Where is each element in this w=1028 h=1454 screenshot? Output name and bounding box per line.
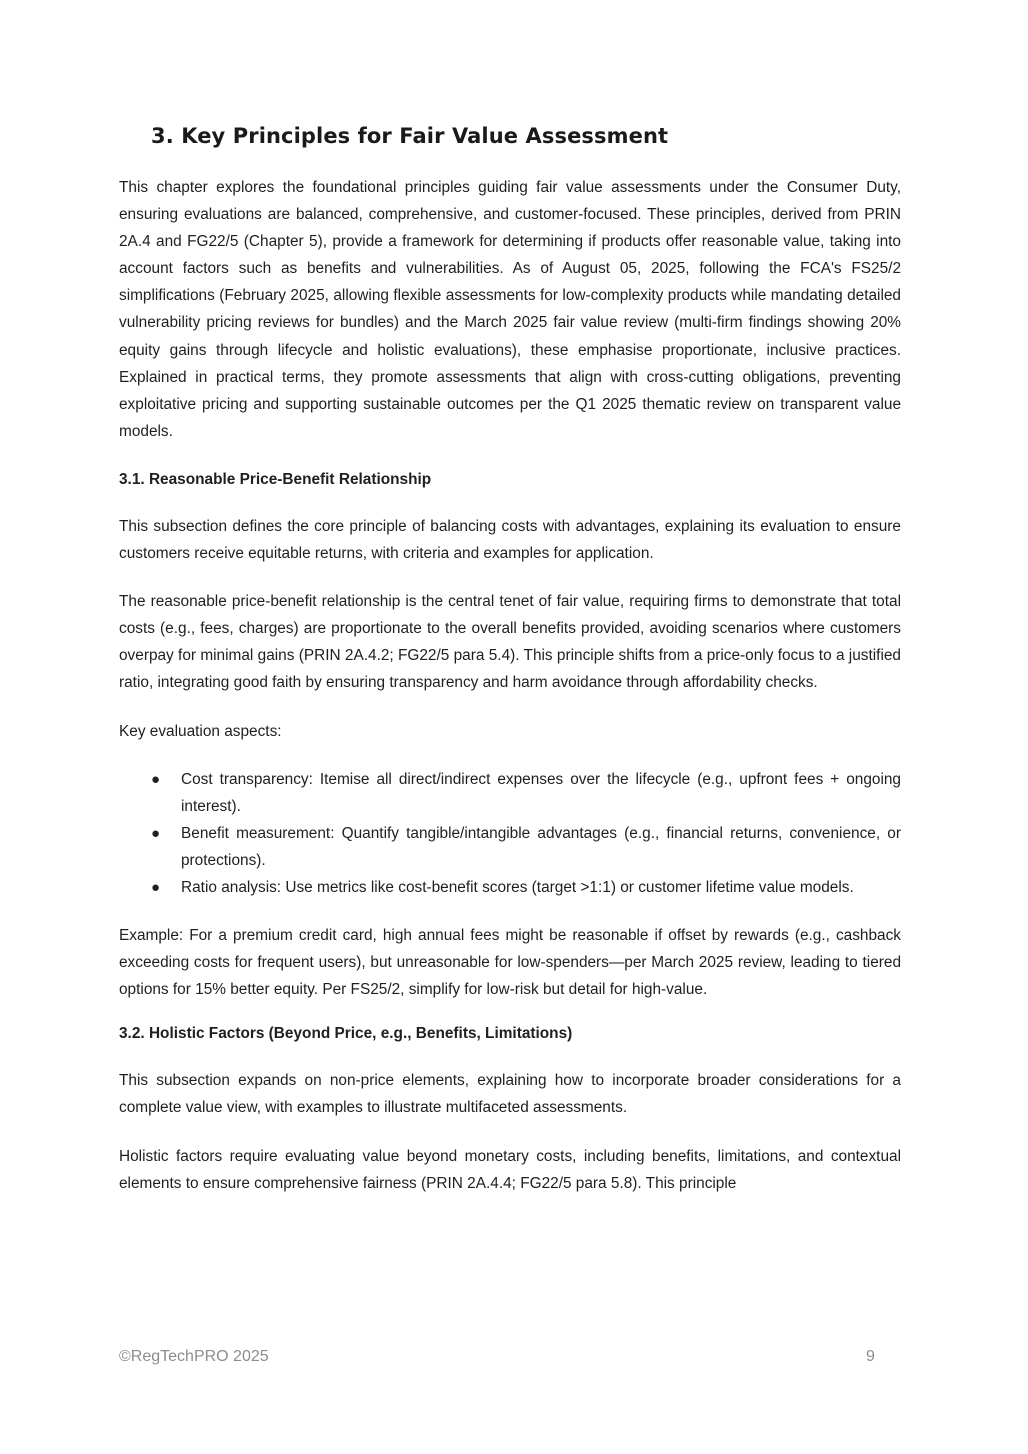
list-item-text: Cost transparency: Itemise all direct/indirect expenses over the lifecycle (e.g., upfront fees + ongoing interest).: [181, 770, 901, 815]
section-3-1-body-paragraph: The reasonable price-benefit relationship is the central tenet of fair value, requiring firms to demonstrate that total costs (e.g., fees, charges) are proportionate to the overall benefits provided, avoiding scenarios where customers overpay for minimal gains (PRIN 2A.4.2; FG22/5 para 5.4). This principle shifts from a price-only focus to a justified ratio, integrating good faith by ensuring transparency and harm avoidance through affordability checks.: [119, 593, 901, 692]
list-item-text: Benefit measurement: Quantify tangible/intangible advantages (e.g., financial returns, convenience, or protections).: [181, 824, 901, 869]
page-content: [119, 120, 901, 1197]
bullet-icon: ●: [151, 770, 161, 788]
section-3-1-intro-paragraph: This subsection defines the core principle of balancing costs with advantages, explaining its evaluation to ensure customers receive equitable returns, with criteria and examples for application.: [119, 517, 901, 563]
section-3-1-heading: 3.1. Reasonable Price-Benefit Relationship: [119, 470, 432, 488]
section-3-2-heading: 3.2. Holistic Factors (Beyond Price, e.g., Benefits, Limitations): [119, 1025, 573, 1043]
footer-copyright: ©RegTechPRO 2025: [119, 1348, 269, 1365]
bullet-icon: ●: [151, 878, 161, 896]
section-3-2-body-paragraph: Holistic factors require evaluating value beyond monetary costs, including benefits, limitations, and contextual elements to ensure comprehensive fairness (PRIN 2A.4.4; FG22/5 para 5.8). This principle: [119, 1147, 901, 1192]
list-item: [119, 874, 901, 901]
page-number: 9: [866, 1348, 875, 1365]
section-3-2-intro-paragraph: This subsection expands on non-price elements, explaining how to incorporate broader considerations for a complete value view, with examples to illustrate multifaceted assessments.: [119, 1072, 901, 1117]
bullet-icon: ●: [151, 824, 161, 842]
list-item-text: Ratio analysis: Use metrics like cost-benefit scores (target >1:1) or customer lifetime value models.: [181, 878, 854, 896]
example-paragraph: Example: For a premium credit card, high annual fees might be reasonable if offset by rewards (e.g., cashback exceeding costs for frequent users), but unreasonable for low-spenders—per March 2025 review, leading to tiered options for 15% better equity. Per FS25/2, simplify for low-risk but detail for high-value.: [119, 927, 901, 999]
evaluation-aspects-list: [119, 766, 901, 901]
list-item: [119, 820, 901, 874]
key-aspects-label: Key evaluation aspects:: [119, 722, 282, 740]
chapter-title: 3. Key Principles for Fair Value Assessment: [151, 124, 669, 148]
chapter-intro-paragraph: This chapter explores the foundational principles guiding fair value assessments under the Consumer Duty, ensuring evaluations are balanced, comprehensive, and customer-focused. These principles, derived from PRIN 2A.4 and FG22/5 (Chapter 5), provide a framework for determining if products offer reasonable value, taking into account factors such as benefits and vulnerabilities. As of August 05, 2025, following the FCA's FS25/2 simplifications (February 2025, allowing flexible assessments for low-complexity products while mandating detailed vulnerability pricing reviews for bundles) and the March 2025 fair value review (multi-firm findings showing 20% equity gains through lifecycle and holistic evaluations), these emphasise proportionate, inclusive practices. Explained in practical terms, they promote assessments that align with cross-cutting obligations, preventing exploitative pricing and supporting sustainable outcomes per the Q1 2025 thematic review on transparent value models.: [119, 179, 901, 440]
list-item: [119, 766, 901, 820]
